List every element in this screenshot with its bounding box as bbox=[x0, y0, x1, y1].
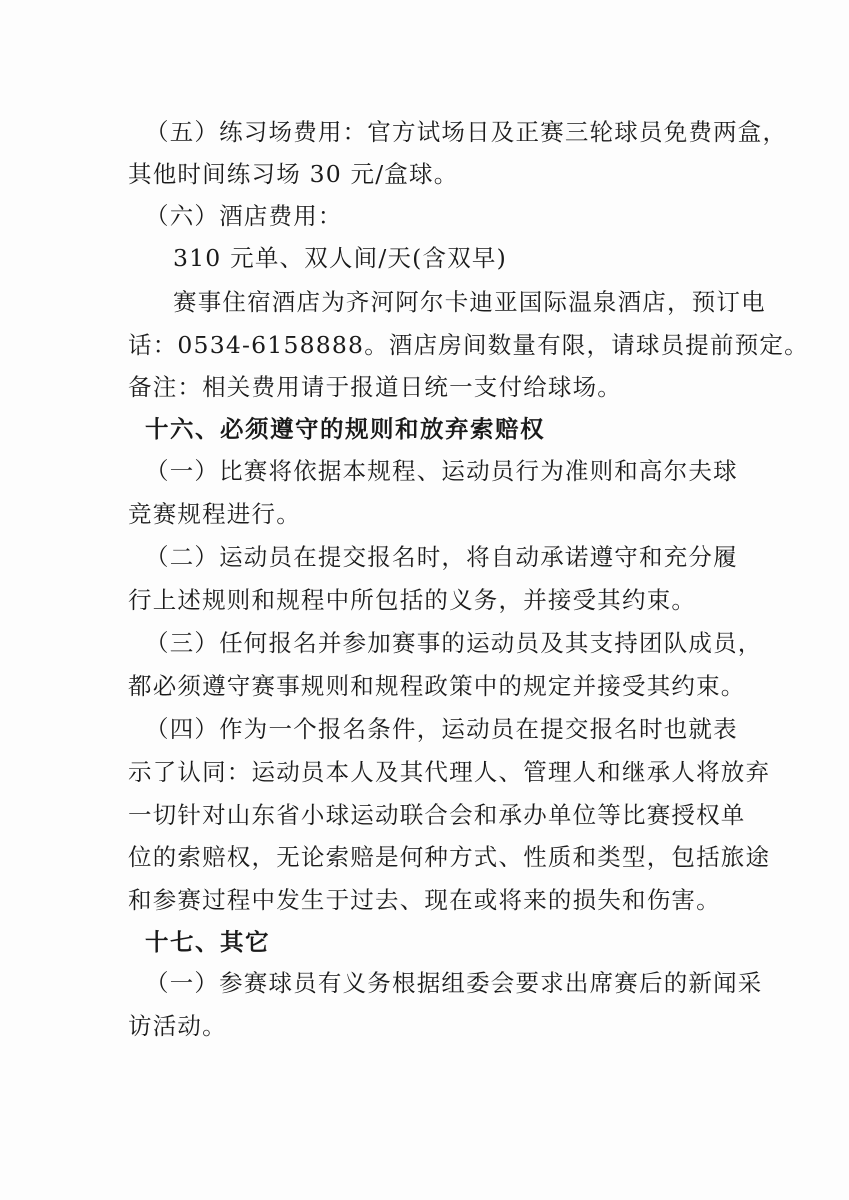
section-16-item-2-line-1: （二）运动员在提交报名时，将自动承诺遵守和充分履 bbox=[145, 543, 738, 571]
section-16-item-4-line-1: （四）作为一个报名条件，运动员在提交报名时也就表 bbox=[145, 715, 738, 743]
section-16-item-4-line-3: 一切针对山东省小球运动联合会和承办单位等比赛授权单 bbox=[128, 801, 746, 829]
section-17-heading: 十七、其它 bbox=[145, 928, 270, 956]
section-16-item-3-line-1: （三）任何报名并参加赛事的运动员及其支持团队成员， bbox=[145, 629, 763, 657]
hotel-price: 310 元单、双人间/天(含双早) bbox=[173, 244, 507, 272]
section-16-item-1-line-2: 竞赛规程进行。 bbox=[128, 500, 301, 528]
hotel-booking-line-2: 话：0534-6158888。酒店房间数量有限，请球员提前预定。 bbox=[128, 331, 809, 359]
section-16-item-3-line-2: 都必须遵守赛事规则和规程政策中的规定并接受其约束。 bbox=[128, 672, 746, 700]
section-16-item-1-line-1: （一）比赛将依据本规程、运动员行为准则和高尔夫球 bbox=[145, 457, 738, 485]
section-17-item-1-line-2: 访活动。 bbox=[128, 1012, 227, 1040]
section-16-item-2-line-2: 行上述规则和规程中所包括的义务，并接受其约束。 bbox=[128, 586, 697, 614]
practice-fee-line-1: （五）练习场费用：官方试场日及正赛三轮球员免费两盒， bbox=[145, 118, 788, 146]
section-16-item-4-line-5: 和参赛过程中发生于过去、现在或将来的损失和伤害。 bbox=[128, 886, 721, 914]
fee-note: 备注：相关费用请于报道日统一支付给球场。 bbox=[128, 373, 622, 401]
section-16-item-4-line-4: 位的索赔权，无论索赔是何种方式、性质和类型，包括旅途 bbox=[128, 843, 771, 871]
hotel-fee-label: （六）酒店费用： bbox=[145, 202, 343, 230]
hotel-booking-line-1: 赛事住宿酒店为齐河阿尔卡迪亚国际温泉酒店，预订电 bbox=[173, 288, 766, 316]
section-17-item-1-line-1: （一）参赛球员有义务根据组委会要求出席赛后的新闻采 bbox=[145, 969, 763, 997]
practice-fee-line-2: 其他时间练习场 30 元/盒球。 bbox=[128, 160, 459, 188]
section-16-item-4-line-2: 示了认同：运动员本人及其代理人、管理人和继承人将放弃 bbox=[128, 758, 771, 786]
section-16-heading: 十六、必须遵守的规则和放弃索赔权 bbox=[145, 415, 545, 443]
